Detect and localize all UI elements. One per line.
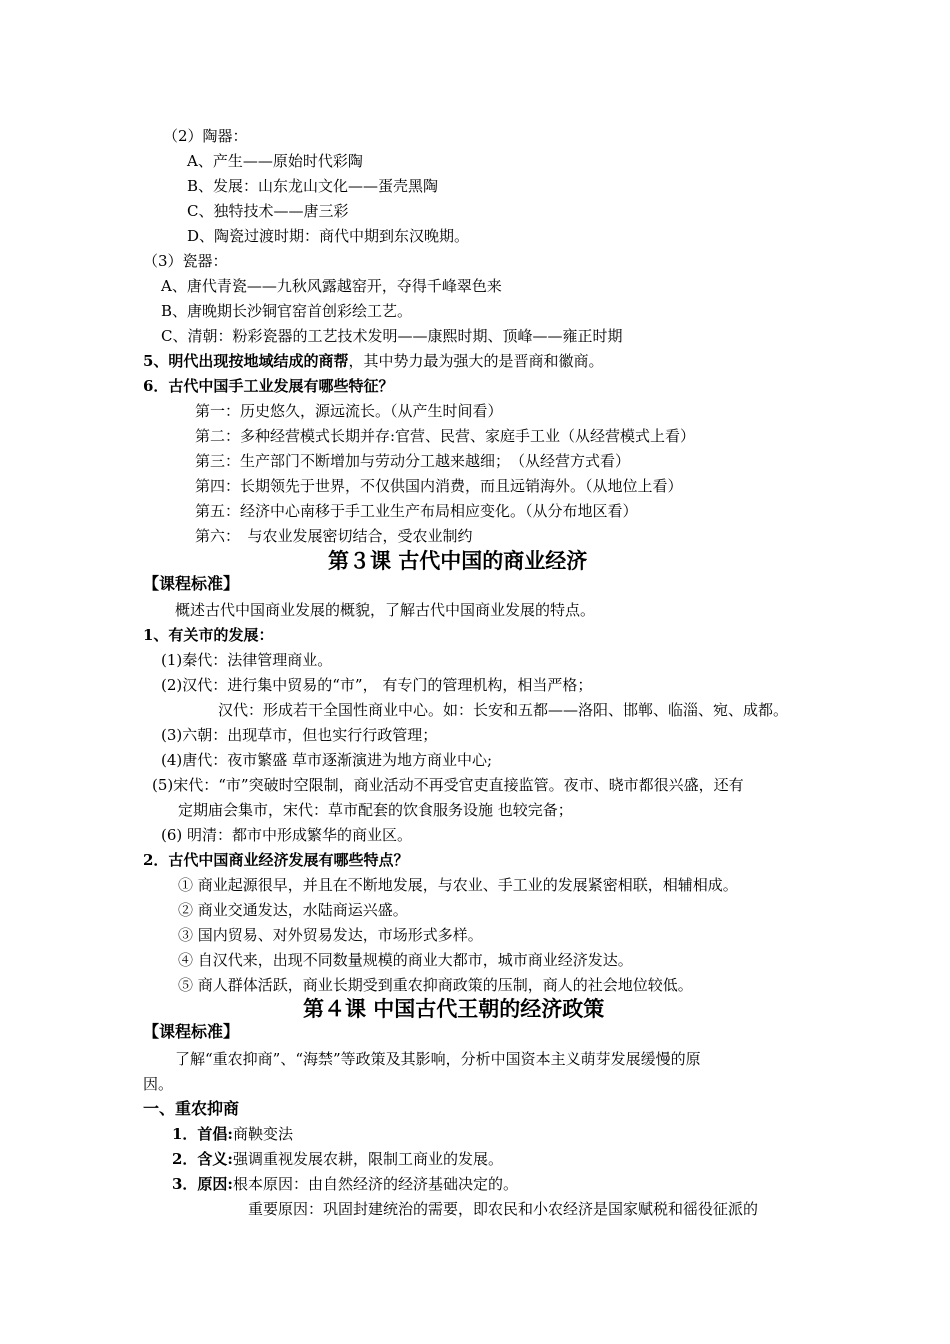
ciqi-item-a: A、唐代青瓷——九秋风露越窑开，夺得千峰翠色来: [161, 277, 502, 295]
item5-rest: ，其中势力最为强大的是晋商和徽商。: [348, 352, 604, 370]
item6-point-6: 第六： 与农业发展密切结合，受农业制约: [195, 527, 473, 545]
point-3-text: 根本原因：由自然经济的经济基础决定的。: [232, 1175, 518, 1193]
lesson3-title: 第３课 古代中国的商业经济: [328, 549, 588, 573]
lesson3-standard-label: 【课程标准】: [143, 574, 240, 593]
lesson4-point-1: [172, 1124, 293, 1144]
s1-item-3: (3)六朝：出现草市，但也实行行政管理；: [161, 726, 438, 744]
s2-item-4: ④ 自汉代来，出现不同数量规模的商业大都市，城市商业经济发达。: [178, 951, 633, 969]
ciqi-title: （3）瓷器：: [143, 252, 228, 270]
point-3-label: 3．原因:: [172, 1175, 233, 1193]
point-2-label: 2．含义:: [172, 1150, 233, 1168]
lesson4-point-2: [172, 1149, 503, 1169]
lesson4-standard-line1: 了解“重农抑商”、“海禁”等政策及其影响，分析中国资本主义萌芽发展缓慢的原: [175, 1050, 701, 1068]
item5: [143, 351, 603, 371]
lesson3-s1-title: 1、有关市的发展：: [143, 626, 274, 644]
item6-point-4: 第四：长期领先于世界，不仅供国内消费，而且远销海外。（从地位上看）: [195, 477, 683, 495]
s2-item-2: ② 商业交通发达，水陆商运兴盛。: [178, 901, 408, 919]
s1-item-6: (6) 明清：都市中形成繁华的商业区。: [161, 826, 413, 844]
s1-item-4: (4)唐代：夜市繁盛 草市逐渐演进为地方商业中心;: [161, 751, 493, 769]
taoqi-title: （2）陶器：: [163, 127, 248, 145]
point-1-text: 商鞅变法: [232, 1125, 293, 1143]
s1-item-1: (1)秦代：法律管理商业。: [161, 651, 333, 669]
taoqi-item-b: B、发展：山东龙山文化——蛋壳黑陶: [187, 177, 439, 195]
item6-point-2: 第二：多种经营模式长期并存:官营、民营、家庭手工业（从经营模式上看）: [195, 427, 696, 445]
taoqi-item-d: D、陶瓷过渡时期：商代中期到东汉晚期。: [187, 227, 470, 245]
lesson4-point-3-line2: 重要原因：巩固封建统治的需要，即农民和小农经济是国家赋税和徭役征派的: [248, 1200, 759, 1218]
item5-bold: 5、明代出现按地域结成的商帮: [143, 352, 349, 370]
lesson4-point-3: [172, 1174, 518, 1194]
item6-point-5: 第五：经济中心南移于手工业生产布局相应变化。（从分布地区看）: [195, 502, 638, 520]
lesson4-standard-label: 【课程标准】: [143, 1022, 240, 1041]
s1-item-5b: 定期庙会集市，宋代：草市配套的饮食服务设施 也较完备；: [178, 801, 573, 819]
item6-point-1: 第一：历史悠久，源远流长。（从产生时间看）: [195, 402, 503, 420]
point-2-text: 强调重视发展农耕，限制工商业的发展。: [232, 1150, 503, 1168]
ciqi-item-c: C、清朝：粉彩瓷器的工艺技术发明——康熙时期、顶峰——雍正时期: [161, 327, 623, 345]
s1-item-2b: 汉代：形成若干全国性商业中心。如：长安和五都——洛阳、邯郸、临淄、宛、成都。: [218, 701, 789, 719]
lesson4-sec1-title: 一、重农抑商: [143, 1099, 240, 1118]
lesson3-standard-text: 概述古代中国商业发展的概貌，了解古代中国商业发展的特点。: [175, 601, 596, 619]
s2-item-3: ③ 国内贸易、对外贸易发达，市场形式多样。: [178, 926, 483, 944]
ciqi-item-b: B、唐晚期长沙铜官窑首创彩绘工艺。: [161, 302, 413, 320]
lesson4-standard-line2: 因。: [143, 1075, 174, 1093]
item6-title: 6．古代中国手工业发展有哪些特征？: [143, 377, 394, 395]
point-1-label: 1．首倡:: [172, 1125, 233, 1143]
lesson3-s2-title: 2．古代中国商业经济发展有哪些特点？: [143, 851, 409, 869]
taoqi-item-c: C、独特技术——唐三彩: [187, 202, 349, 220]
taoqi-item-a: A、产生——原始时代彩陶: [187, 152, 363, 170]
s2-item-5: ⑤ 商人群体活跃，商业长期受到重农抑商政策的压制，商人的社会地位较低。: [178, 976, 693, 994]
s1-item-5: (5)宋代：“市”突破时空限制，商业活动不再受官吏直接监管。夜市、晓市都很兴盛，还有: [152, 776, 744, 794]
s2-item-1: ① 商业起源很早，并且在不断地发展，与农业、手工业的发展紧密相联，相辅相成。: [178, 876, 738, 894]
lesson4-title: 第４课 中国古代王朝的经济政策: [303, 997, 605, 1021]
s1-item-2: (2)汉代：进行集中贸易的“市”， 有专门的管理机构，相当严格；: [161, 676, 593, 694]
item6-point-3: 第三：生产部门不断增加与劳动分工越来越细； （从经营方式看）: [195, 452, 631, 470]
